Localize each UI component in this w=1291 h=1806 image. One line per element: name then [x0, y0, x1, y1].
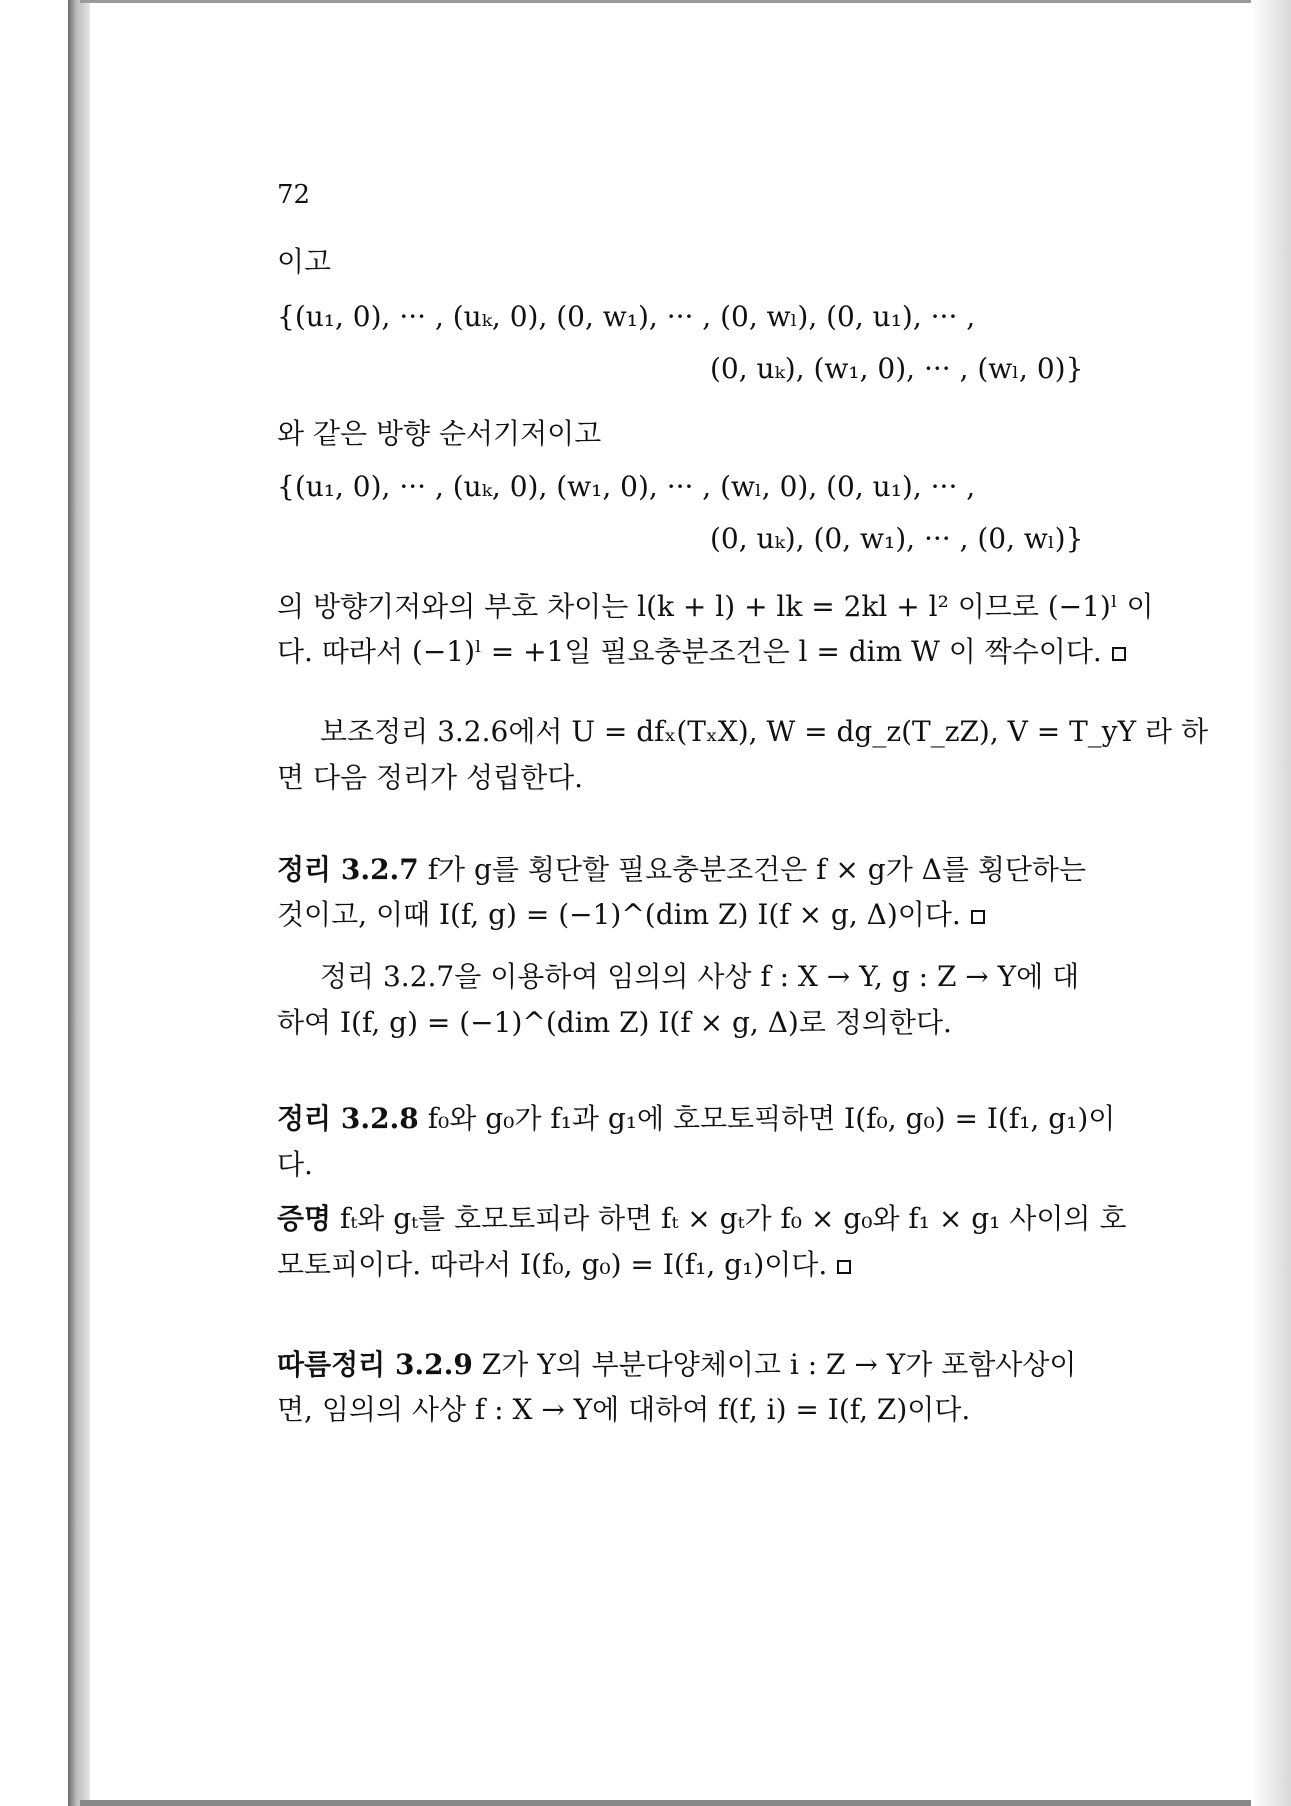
theorem-label: 정리 3.2.8 — [277, 1102, 419, 1135]
corollary-text: Z가 Y의 부분다양체이고 i : Z → Y가 포함사상이 — [472, 1348, 1077, 1381]
corollary-label: 따름정리 3.2.9 — [277, 1348, 473, 1381]
math-line: {(u₁, 0), ··· , (uₖ, 0), (w₁, 0), ··· , (wₗ, 0), (0, u₁), ··· , — [277, 470, 976, 503]
theorem-line: 다. — [277, 1148, 313, 1181]
text-line: 이고 — [277, 245, 332, 278]
proof-text: 모토피이다. 따라서 I(f₀, g₀) = I(f₁, g₁)이다. — [277, 1248, 828, 1281]
theorem-text: 것이고, 이때 I(f, g) = (−1)^(dim Z) I(f × g, Δ)이다. — [277, 898, 961, 931]
text-line: 와 같은 방향 순서기저이고 — [277, 417, 602, 450]
text-line: 정리 3.2.7을 이용하여 임의의 사상 f : X → Y, g : Z → Y에 대 — [320, 960, 1080, 993]
corollary-line: 면, 임의의 사상 f : X → Y에 대하여 f(f, i) = I(f, Z)이다. — [277, 1393, 971, 1426]
proof-text: fₜ와 gₜ를 호모토피라 하면 fₜ × gₜ가 f₀ × g₀와 f₁ × g₁ 사이의 호 — [331, 1202, 1127, 1235]
theorem-text: f가 g를 횡단할 필요충분조건은 f × g가 Δ를 횡단하는 — [418, 853, 1087, 886]
theorem-line — [277, 1097, 1115, 1137]
text-line: 의 방향기저와의 부호 차이는 l(k + l) + lk = 2kl + l² 이므로 (−1)ˡ 이 — [277, 590, 1154, 623]
text-line-content: 다. 따라서 (−1)ˡ = +1일 필요충분조건은 l = dim W 이 짝수이다. — [277, 635, 1102, 668]
proof-label: 증명 — [277, 1202, 332, 1235]
text-line: 하여 I(f, g) = (−1)^(dim Z) I(f × g, Δ)로 정의한다. — [277, 1006, 952, 1039]
text-line: 보조정리 3.2.6에서 U = dfₓ(TₓX), W = dg_z(T_zZ), V = T_yY 라 하 — [320, 715, 1209, 748]
qed-box-icon — [1112, 647, 1126, 661]
book-page — [90, 0, 1250, 1806]
theorem-line — [277, 848, 1086, 888]
math-line: {(u₁, 0), ··· , (uₖ, 0), (0, w₁), ··· , (0, wₗ), (0, u₁), ··· , — [277, 300, 976, 333]
theorem-text: f₀와 g₀가 f₁과 g₁에 호모토픽하면 I(f₀, g₀) = I(f₁, g₁)이 — [418, 1102, 1116, 1135]
proof-line — [277, 1243, 851, 1283]
text-line: 면 다음 정리가 성립한다. — [277, 761, 584, 794]
text-line — [277, 630, 1126, 670]
qed-box-icon — [971, 910, 985, 924]
qed-box-icon — [837, 1260, 851, 1274]
book-spine — [68, 0, 90, 1806]
math-line: (0, uₖ), (w₁, 0), ··· , (wₗ, 0)} — [710, 352, 1084, 385]
theorem-line — [277, 893, 985, 933]
math-line: (0, uₖ), (0, w₁), ··· , (0, wₗ)} — [710, 522, 1084, 555]
page-number: 72 — [277, 180, 311, 210]
page-right-shadow — [1251, 0, 1291, 1806]
theorem-label: 정리 3.2.7 — [277, 853, 419, 886]
proof-line — [277, 1197, 1126, 1237]
corollary-line — [277, 1343, 1076, 1383]
